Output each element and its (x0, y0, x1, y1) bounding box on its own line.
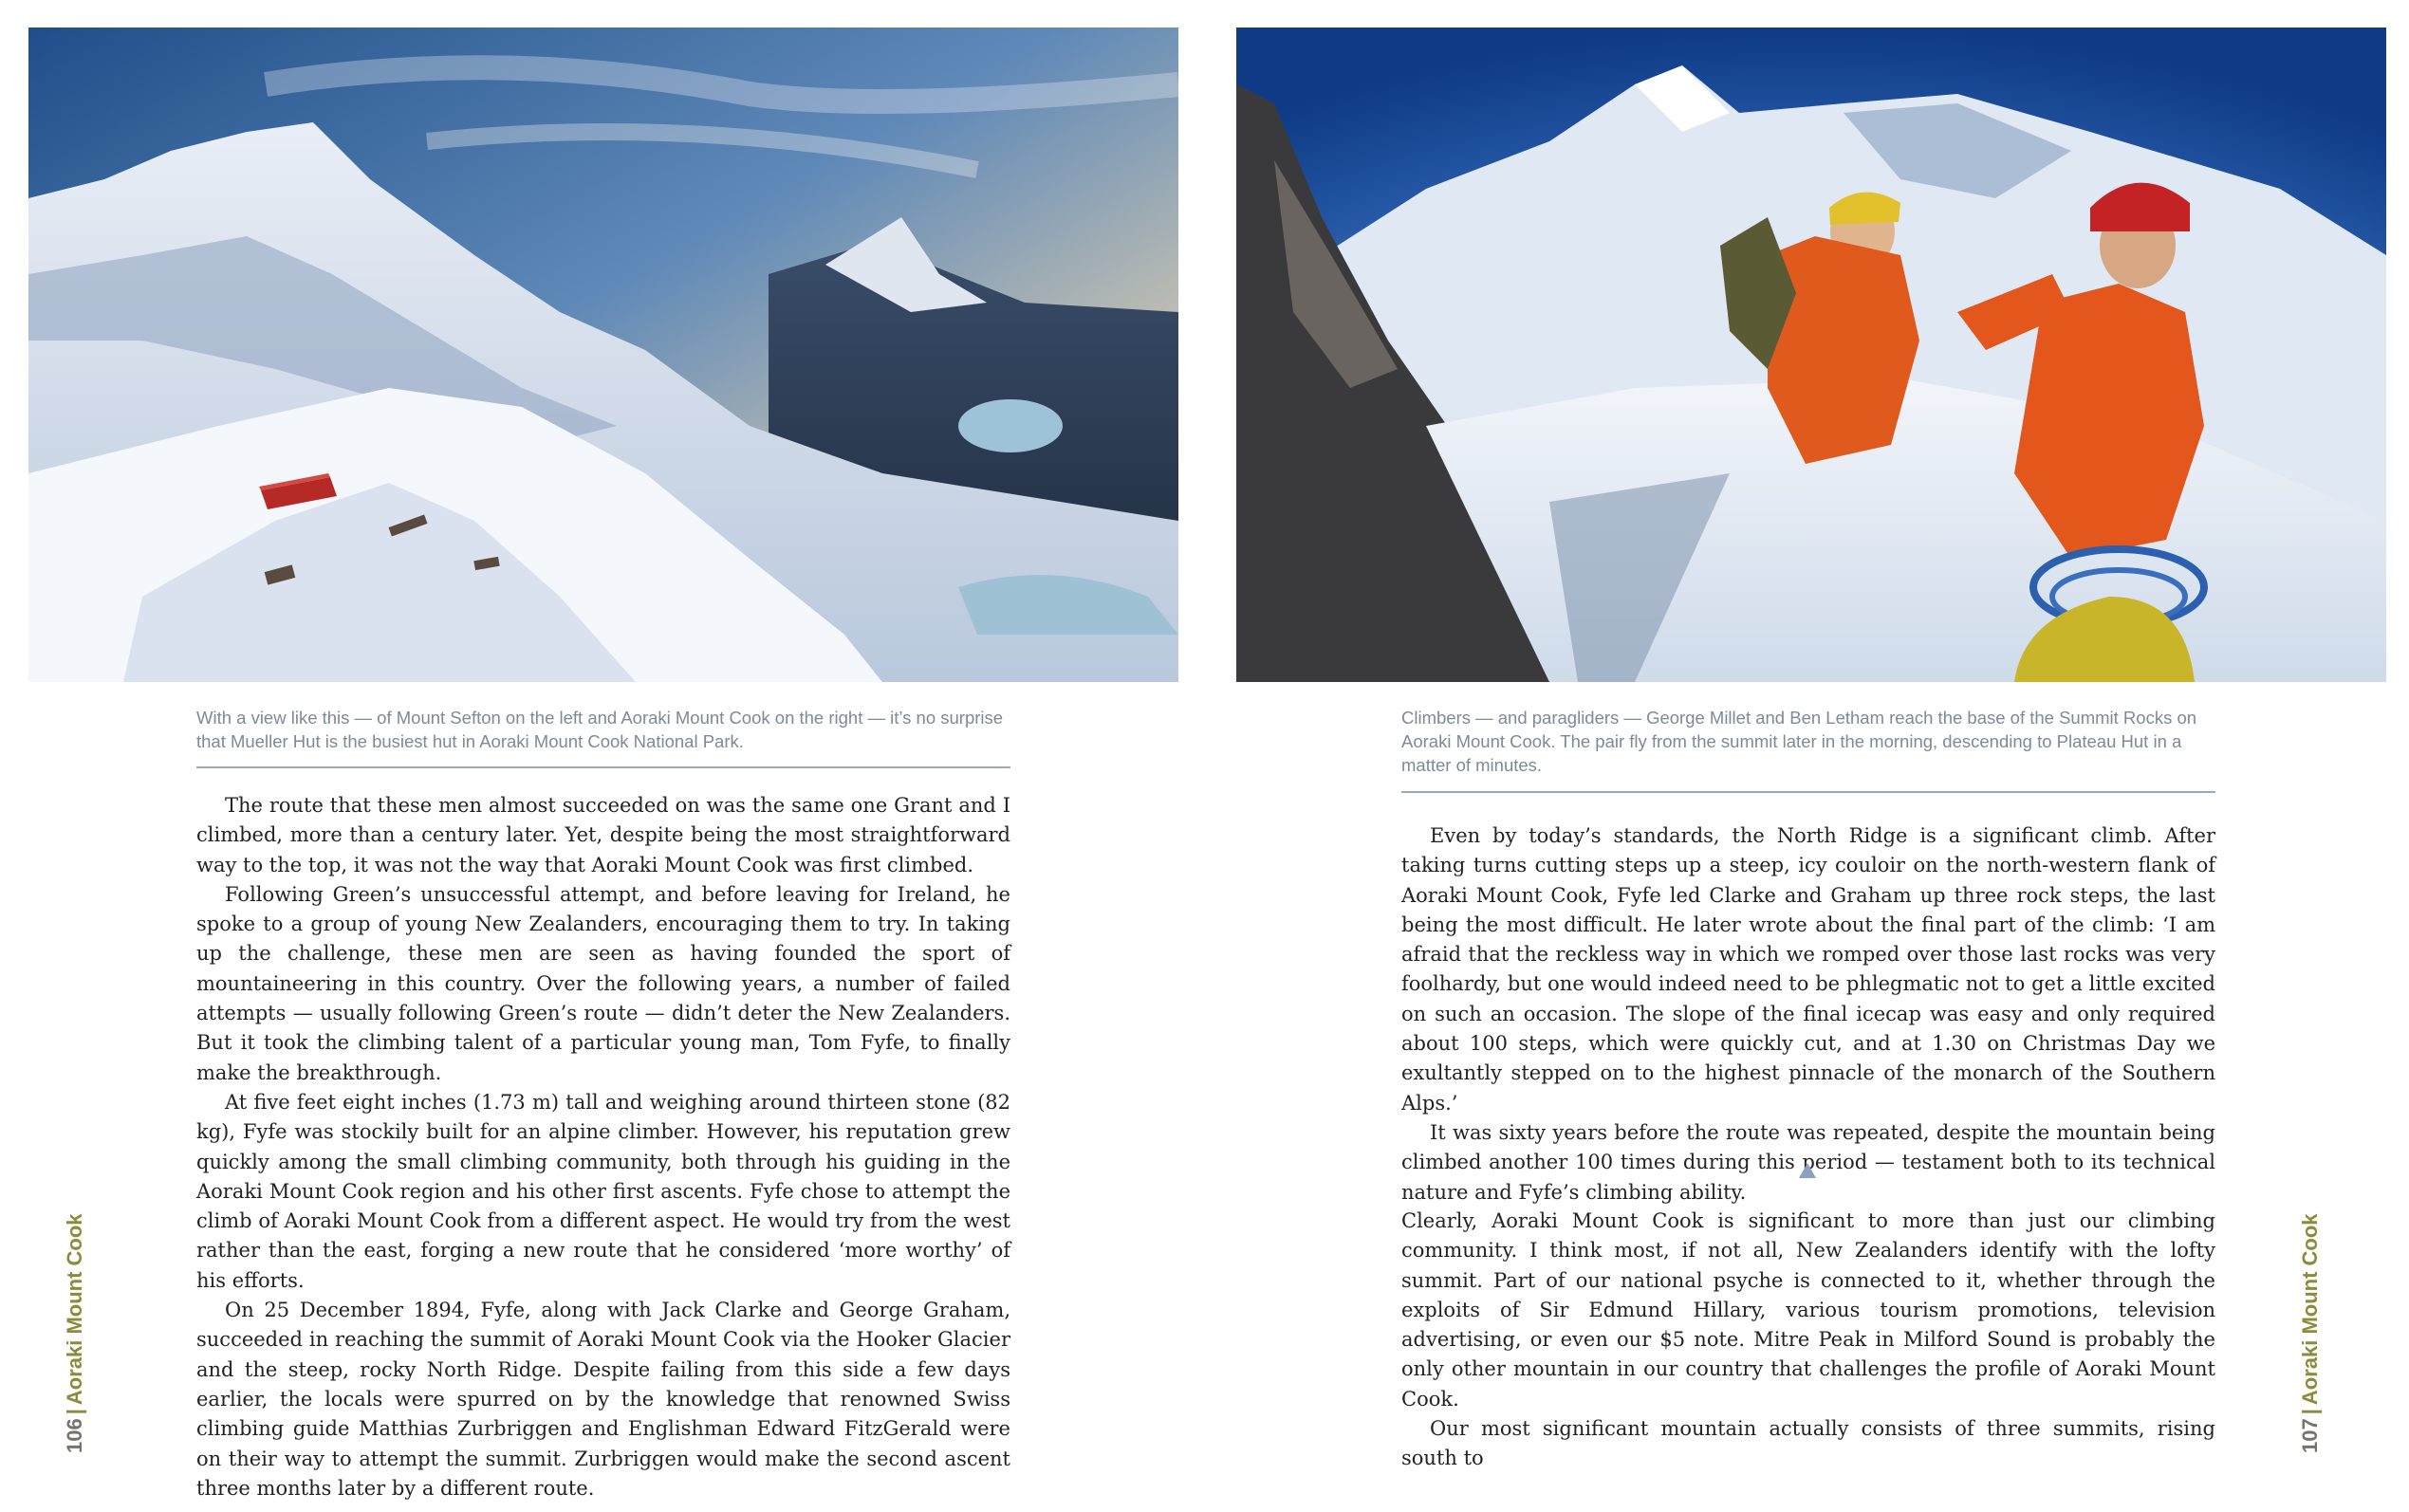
paragraph: Even by today’s standards, the North Ridge is a significant climb. After taking turns cutting steps up a steep, icy couloir on the north-western flank of Aoraki Mount Cook, Fyfe led Clarke and Graham up three rock steps, the last being the most difficult. He later wrote about the final part of the climb: ‘I am afraid that the reckless way in which we romped over those last rocks was very foolhardy, but one would indeed need to be phlegmatic not to get a little excited on such an occasion. The slope of the final icecap was easy and only required about 100 steps, which were quickly cut, and at 1.30 on Christmas Day we exultantly stepped on to the highest pinnacle of the monarch of the Southern Alps.’ (1401, 824, 2215, 1115)
running-title: Aoraki Mount Cook (2298, 1213, 2322, 1406)
body-text (1401, 1207, 2215, 1474)
climbers-photo (1236, 28, 2386, 682)
page-folio (2294, 1150, 2326, 1453)
right-page (1205, 0, 2409, 1512)
folio-separator: | (2298, 1409, 2322, 1415)
page-number: 106 (63, 1418, 86, 1453)
page-folio (59, 1150, 91, 1453)
paragraph: On 25 December 1894, Fyfe, along with Jack Clarke and George Graham, succeeded in reaching the summit of Aoraki Mount Cook via the Hooker Glacier and the steep, rocky North Ridge. Despite failing from this side a few days earlier, the locals were spurred on by the knowledge that renowned Swiss climbing guide Matthias Zurbriggen and Englishman Edward FitzGerald were on their way to attempt the summit. Zurbriggen would make the second ascent three months later by a different route. (196, 1299, 1010, 1500)
section-divider-triangle-icon (1799, 1163, 1816, 1178)
page-number: 107 (2298, 1418, 2322, 1453)
paragraph: Following Green’s unsuccessful attempt, and before leaving for Ireland, he spoke to a group of young New Zealanders, encouraging them to try. In taking up the challenge, these men are seen as having founded the sport of mountaineering in this country. Over the following years, a number of failed attempts — usually following Green’s route — didn’t deter the New Zealanders. But it took the climbing talent of a particular young man, Tom Fyfe, to finally make the breakthrough. (196, 882, 1010, 1084)
running-title: Aoraki Mount Cook (63, 1213, 86, 1406)
body-text (196, 791, 1010, 1503)
caption-rule (196, 766, 1010, 768)
body-text (1401, 821, 2215, 1208)
folio-separator: | (63, 1409, 86, 1415)
paragraph: Clearly, Aoraki Mount Cook is significant to more than just our climbing community. I think most, if not all, New Zealanders identify with the lofty summit. Part of our national psyche is connected to it, whether through the exploits of Sir Edmund Hillary, various tourism promotions, television advertising, or even our $5 note. Mitre Peak in Milford Sound is probably the only other mountain in our country that challenges the profile of Aoraki Mount Cook. (1401, 1209, 2215, 1411)
paragraph: Our most significant mountain actually consists of three summits, rising south to (1401, 1417, 2215, 1470)
paragraph: It was sixty years before the route was repeated, despite the mountain being climbed another 100 times during this period — testament both to its technical nature and Fyfe’s climbing ability. (1401, 1120, 2215, 1204)
caption-rule (1401, 791, 2215, 793)
mountain-landscape-photo (28, 28, 1178, 682)
paragraph: At five feet eight inches (1.73 m) tall and weighing around thirteen stone (82 kg), Fyfe was stockily built for an alpine climber. However, his reputation grew quickly among the small climbing community, both through his guiding in the Aoraki Mount Cook region and his other first ascents. Fyfe chose to attempt the climb of Aoraki Mount Cook from a different aspect. He would try from the west rather than the east, forging a new route that he considered ‘more worthy’ of his efforts. (196, 1090, 1010, 1292)
photo-caption: Climbers — and paragliders — George Millet and Ben Letham reach the base of the Summit Rocks on Aoraki Mount Cook. The pair fly from the summit later in the morning, descending to Plateau Hut in a matter of minutes. (1401, 708, 2197, 775)
paragraph: The route that these men almost succeeded on was the same one Grant and I climbed, more than a century later. Yet, despite being the most straightforward way to the top, it was not the way that Aoraki Mount Cook was first climbed. (196, 794, 1010, 876)
left-page (0, 0, 1204, 1512)
photo-caption: With a view like this — of Mount Sefton on the left and Aoraki Mount Cook on the right — it’s no surprise that Mueller Hut is the busiest hut in Aoraki Mount Cook National Park. (196, 708, 1004, 751)
